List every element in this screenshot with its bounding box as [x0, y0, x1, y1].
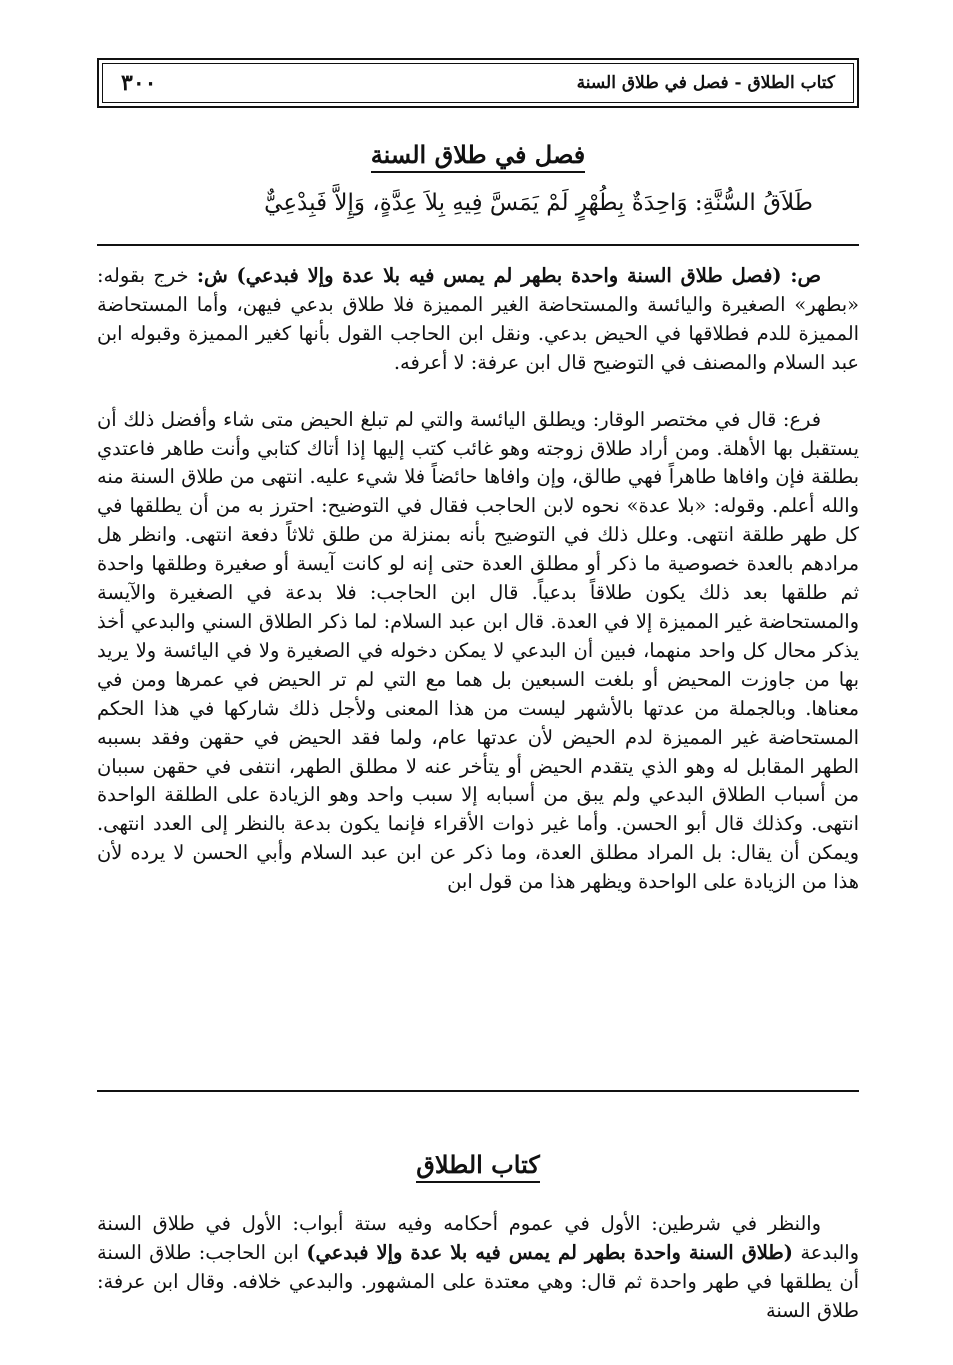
commentary-paragraph-2: فرع: قال في مختصر الوقار: ويطلق اليائسة والتي لم تبلغ الحيض متى شاء وأفضل ذلك أن يستقبل بها الأهلة. ومن أراد طلاق زوجته وهو غائب كتب إليها إذا أتاك كتابي وأنت طاهر فاعتدي بطلقة فإن وافاها طاهراً فهي طالق، وإن وافاها حائضاً فلا شيء عليه. انتهى من طلاق السنة منه والله أعلم. وقوله: «بلا عدة» نحوه لابن الحاجب فقال في التوضيح: احترز به من أن يطلقها في كل طهر طلقة انتهى. وعلل ذلك في التوضيح بأنه بمنزلة من طلق ثلاثاً دفعة انتهى. وانظر هل مرادهم بالعدة خصوصية ما ذكر أو مطلق العدة حتى إنه لو كانت آيسة أو صغيرة وطلقها واحدة ثم طلقها بعد ذلك يكون طلاقاً بدعياً. قال ابن الحاجب: فلا بدعة في الصغيرة والآيسة والمستحاضة غير المميزة إلا في العدة. قال ابن عبد السلام: لما ذكر الطلاق السني والبدعي أخذ يذكر محال كل واحد منهما، فبين أن البدعي لا يمكن دخوله في الصغيرة ولا في اليائسة ولا يريد بها من جاوزت المحيض أو بلغت السبعين بل هما مع التي لم تر الحيض في عمرها ومن في معناها. وبالجملة من عدتها بالأشهر ليست من هذا المعنى ولأجل ذلك شاركها في هذا الحكم المستحاضة غير المميزة لدم الحيض لأن عدتها عام، ولما فقد الحيض في حقهن وفقد بسببه الطهر المقابل له وهو الذي يتقدم الحيض أو يتأخر عنه لا مطلق الطهر، انتفى في حقهن سببان من أسباب الطلاق البدعي ولم يبق من أسبابه إلا سبب واحد وهو الزيادة على الطلقة الواحدة انتهى. وكذلك قال أبو الحسن. وأما غير ذوات الأقراء فإنما يكون بدعة بالنظر إلى العدد انتهى. ويمكن أن يقال: بل المراد مطلق العدة، وما ذكر عن ابن عبد السلام وأبي الحسن لا يرده لأن هذا من الزيادة على الواحدة ويظهر هذا من قول ابن	[97, 407, 859, 894]
book-intro-quote: (طلاق السنة واحدة بطهر لم يمس فيه بلا عدة وإلا فبدعي)	[306, 1240, 793, 1264]
top-divider	[97, 244, 859, 246]
commentary-paragraph-1	[97, 262, 859, 378]
section-title	[97, 140, 859, 169]
book-intro-block	[97, 1210, 859, 1326]
running-header	[97, 58, 859, 108]
bottom-divider	[97, 1090, 859, 1092]
page-number: ٣٠٠	[121, 70, 157, 96]
book-title-text: كتاب الطلاق	[416, 1150, 540, 1183]
book-intro-end: ابن الحاجب: طلاق السنة أن يطلقها في طهر واحدة ثم قال: وهي معتدة على المشهور. والبدعي خلافه. وقال ابن عرفة: طلاق السنة	[97, 1240, 859, 1322]
book-intro-start: والنظر في شرطين: الأول في عموم أحكامه وفيه ستة أبواب: الأول في طلاق السنة والبدعة	[97, 1212, 859, 1264]
running-title: كتاب الطلاق - فصل في طلاق السنة	[576, 73, 835, 93]
matn-text: طَلاَقُ السُّنَّةِ: وَاحِدَةٌ بِطُهْرٍ لَمْ يَمَسَّ فِيهِ بِلاَ عِدَّةٍ، وَإِلاَّ فَبِدْعِيٌّ	[264, 190, 813, 216]
commentary-block	[97, 262, 859, 897]
book-intro-paragraph	[97, 1210, 859, 1326]
running-header-inner	[102, 63, 854, 103]
section-title-text: فصل في طلاق السنة	[371, 140, 586, 173]
commentary-p1-body: خرج بقوله: «بطهر» الصغيرة واليائسة والمستحاضة الغير المميزة فلا طلاق بدعي فيهن، وأما المستحاضة المميزة للدم فطلاقها في الحيض بدعي. ونقل ابن الحاجب القول بأنها كغير المميزة وقبوله ابن عبد السلام والمصنف في التوضيح قال ابن عرفة: لا أعرفه.	[97, 264, 859, 374]
commentary-lead: ص: (فصل طلاق السنة واحدة بطهر لم يمس فيه بلا عدة وإلا فبدعي) ش:	[196, 264, 821, 287]
book-title	[97, 1150, 859, 1179]
